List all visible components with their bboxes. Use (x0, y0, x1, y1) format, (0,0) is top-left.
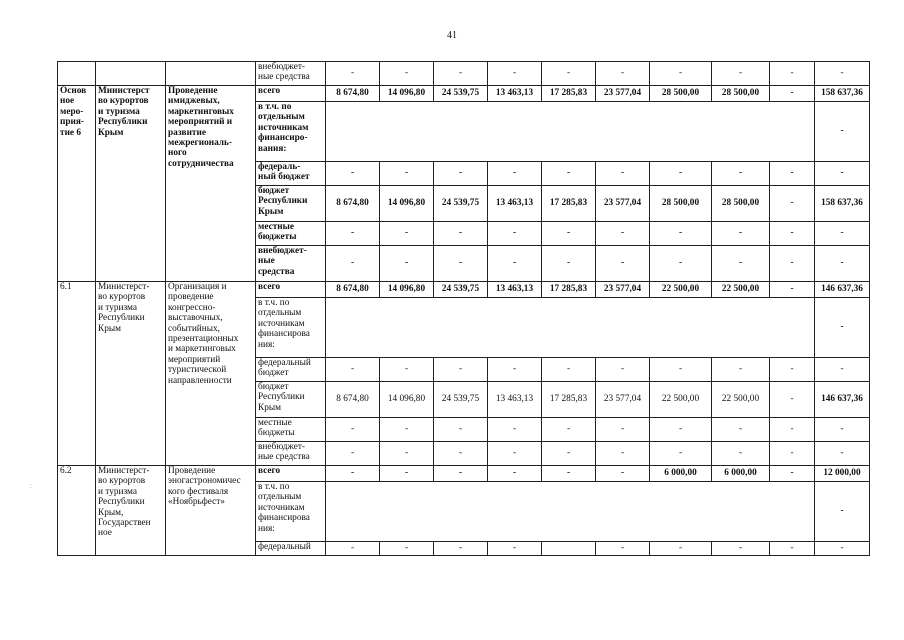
value-cell: 22 500,00 (650, 282, 712, 298)
value-cell: - (326, 246, 380, 282)
value-cell: - (542, 466, 596, 482)
value-cell: 22 500,00 (650, 382, 712, 418)
total-cell: - (815, 418, 870, 442)
number-cell: 6.2 (58, 466, 96, 556)
value-cell: - (712, 358, 770, 382)
total-cell: - (815, 246, 870, 282)
value-cell: - (380, 222, 434, 246)
value-cell: - (542, 222, 596, 246)
funding-source-cell: всего (256, 282, 326, 298)
value-cell: - (770, 466, 815, 482)
value-cell: 23 577,04 (596, 86, 650, 102)
funding-source-cell: в т.ч. по отдельным источникам финансиро- вания: (256, 102, 326, 162)
activity-cell: Проведение эногастрономичес кого фестиваля «Ноябрьфест» (166, 466, 256, 556)
value-cell: - (650, 246, 712, 282)
executor-cell (96, 62, 166, 86)
total-cell: 146 637,36 (815, 382, 870, 418)
total-cell: - (815, 162, 870, 186)
value-cell: - (434, 442, 488, 466)
value-cell: - (434, 466, 488, 482)
value-cell: - (650, 62, 712, 86)
funding-source-cell: в т.ч. по отдельным источникам финансирова ния: (256, 298, 326, 358)
value-cell: - (770, 282, 815, 298)
value-cell: 23 577,04 (596, 382, 650, 418)
value-cell: - (770, 542, 815, 556)
value-cell: 17 285,83 (542, 282, 596, 298)
number-cell (58, 62, 96, 86)
value-cell: 14 096,80 (380, 282, 434, 298)
total-cell: 158 637,36 (815, 186, 870, 222)
funding-source-cell: в т.ч. по отдельным источникам финансирова ния: (256, 482, 326, 542)
funding-source-cell: местные бюджеты (256, 222, 326, 246)
funding-source-cell: бюджет Республики Крым (256, 382, 326, 418)
merged-empty-cell (326, 298, 815, 358)
value-cell: - (542, 358, 596, 382)
value-cell: - (542, 62, 596, 86)
table-row (58, 62, 870, 86)
value-cell: - (488, 246, 542, 282)
value-cell: 24 539,75 (434, 86, 488, 102)
value-cell: 14 096,80 (380, 186, 434, 222)
value-cell: - (712, 418, 770, 442)
budget-table (57, 61, 870, 556)
value-cell: - (596, 162, 650, 186)
value-cell: - (380, 358, 434, 382)
number-cell: 6.1 (58, 282, 96, 466)
value-cell: - (770, 382, 815, 418)
activity-cell (166, 62, 256, 86)
value-cell: - (650, 418, 712, 442)
value-cell: 8 674,80 (326, 282, 380, 298)
value-cell: - (434, 542, 488, 556)
value-cell: - (434, 62, 488, 86)
value-cell: 22 500,00 (712, 382, 770, 418)
value-cell: - (770, 86, 815, 102)
executor-cell: Министерст- во курортов и туризма Республики Крым (96, 282, 166, 466)
value-cell: - (380, 442, 434, 466)
total-cell: - (815, 298, 870, 358)
value-cell: 23 577,04 (596, 186, 650, 222)
value-cell: - (380, 62, 434, 86)
value-cell: - (326, 62, 380, 86)
value-cell: - (712, 442, 770, 466)
executor-cell: Министерст во курортов и туризма Республики Крым (96, 86, 166, 282)
value-cell: - (380, 418, 434, 442)
value-cell: - (326, 162, 380, 186)
total-cell: - (815, 62, 870, 86)
value-cell: - (596, 442, 650, 466)
value-cell: - (434, 418, 488, 442)
funding-source-cell: федеральный (256, 542, 326, 556)
value-cell: - (770, 222, 815, 246)
value-cell: - (380, 466, 434, 482)
value-cell: 28 500,00 (712, 186, 770, 222)
value-cell: 17 285,83 (542, 86, 596, 102)
page-number: 41 (447, 30, 457, 41)
number-cell: Основ ное меро- прия- тие 6 (58, 86, 96, 282)
total-cell: 146 637,36 (815, 282, 870, 298)
value-cell: - (596, 418, 650, 442)
value-cell: 28 500,00 (650, 186, 712, 222)
funding-source-cell: местные бюджеты (256, 418, 326, 442)
value-cell: - (712, 222, 770, 246)
total-cell: - (815, 102, 870, 162)
funding-source-cell: внебюджет- ные средства (256, 246, 326, 282)
scan-artifact: : (30, 482, 32, 490)
value-cell: 13 463,13 (488, 86, 542, 102)
value-cell: 17 285,83 (542, 382, 596, 418)
table-row (58, 86, 870, 102)
value-cell: - (650, 162, 712, 186)
funding-source-cell: внебюджет- ные средства (256, 62, 326, 86)
value-cell: 14 096,80 (380, 86, 434, 102)
value-cell: - (488, 358, 542, 382)
value-cell: 22 500,00 (712, 282, 770, 298)
value-cell: 28 500,00 (712, 86, 770, 102)
total-cell: 158 637,36 (815, 86, 870, 102)
value-cell: - (326, 222, 380, 246)
value-cell: - (542, 246, 596, 282)
funding-source-cell: федеральный бюджет (256, 358, 326, 382)
value-cell: 8 674,80 (326, 382, 380, 418)
value-cell: - (434, 358, 488, 382)
value-cell: - (326, 358, 380, 382)
funding-source-cell: всего (256, 466, 326, 482)
value-cell: 24 539,75 (434, 382, 488, 418)
value-cell: - (712, 542, 770, 556)
value-cell: 17 285,83 (542, 186, 596, 222)
activity-cell: Проведение имиджевых, маркетинговых мероприятий и развитие межрегиональ- ного сотрудничества (166, 86, 256, 282)
value-cell: - (650, 442, 712, 466)
value-cell: - (488, 466, 542, 482)
value-cell: 23 577,04 (596, 282, 650, 298)
value-cell: - (770, 246, 815, 282)
value-cell: - (650, 222, 712, 246)
value-cell: 6 000,00 (712, 466, 770, 482)
value-cell: - (326, 542, 380, 556)
value-cell: 13 463,13 (488, 282, 542, 298)
funding-source-cell: бюджет Республики Крым (256, 186, 326, 222)
value-cell: - (542, 162, 596, 186)
value-cell: 14 096,80 (380, 382, 434, 418)
activity-cell: Организация и проведение конгрессно- выставочных, событийных, презентационных и маркетинговых мероприятий туристической направленности (166, 282, 256, 466)
value-cell: - (596, 542, 650, 556)
value-cell: - (542, 418, 596, 442)
value-cell: - (712, 62, 770, 86)
total-cell: - (815, 542, 870, 556)
value-cell: - (770, 418, 815, 442)
value-cell: - (488, 222, 542, 246)
total-cell: - (815, 482, 870, 542)
value-cell: - (596, 246, 650, 282)
value-cell: 13 463,13 (488, 186, 542, 222)
value-cell: - (488, 162, 542, 186)
value-cell: - (770, 358, 815, 382)
value-cell: 8 674,80 (326, 86, 380, 102)
value-cell: - (712, 162, 770, 186)
value-cell: - (770, 186, 815, 222)
value-cell: - (596, 466, 650, 482)
table-row (58, 282, 870, 298)
executor-cell: Министерст- во курортов и туризма Республики Крым, Государствен ное (96, 466, 166, 556)
value-cell: - (596, 222, 650, 246)
value-cell: - (434, 222, 488, 246)
value-cell: - (712, 246, 770, 282)
value-cell: - (434, 162, 488, 186)
funding-source-cell: внебюджет- ные средства (256, 442, 326, 466)
value-cell: - (650, 358, 712, 382)
value-cell: - (770, 442, 815, 466)
total-cell: - (815, 358, 870, 382)
value-cell: - (650, 542, 712, 556)
funding-source-cell: федераль- ный бюджет (256, 162, 326, 186)
value-cell: 28 500,00 (650, 86, 712, 102)
total-cell: - (815, 222, 870, 246)
value-cell: - (770, 162, 815, 186)
funding-source-cell: всего (256, 86, 326, 102)
value-cell: 24 539,75 (434, 282, 488, 298)
value-cell: - (380, 542, 434, 556)
value-cell: 24 539,75 (434, 186, 488, 222)
table-row (58, 466, 870, 482)
value-cell: - (434, 246, 488, 282)
value-cell: - (326, 466, 380, 482)
value-cell: 8 674,80 (326, 186, 380, 222)
value-cell: - (488, 418, 542, 442)
value-cell: - (596, 62, 650, 86)
total-cell: 12 000,00 (815, 466, 870, 482)
value-cell: - (488, 62, 542, 86)
value-cell: - (380, 246, 434, 282)
value-cell: 13 463,13 (488, 382, 542, 418)
value-cell: - (326, 442, 380, 466)
value-cell (542, 542, 596, 556)
value-cell: - (380, 162, 434, 186)
value-cell: 6 000,00 (650, 466, 712, 482)
value-cell: - (542, 442, 596, 466)
value-cell: - (326, 418, 380, 442)
value-cell: - (770, 62, 815, 86)
total-cell: - (815, 442, 870, 466)
value-cell: - (488, 542, 542, 556)
value-cell: - (488, 442, 542, 466)
value-cell: - (596, 358, 650, 382)
merged-empty-cell (326, 102, 815, 162)
merged-empty-cell (326, 482, 815, 542)
